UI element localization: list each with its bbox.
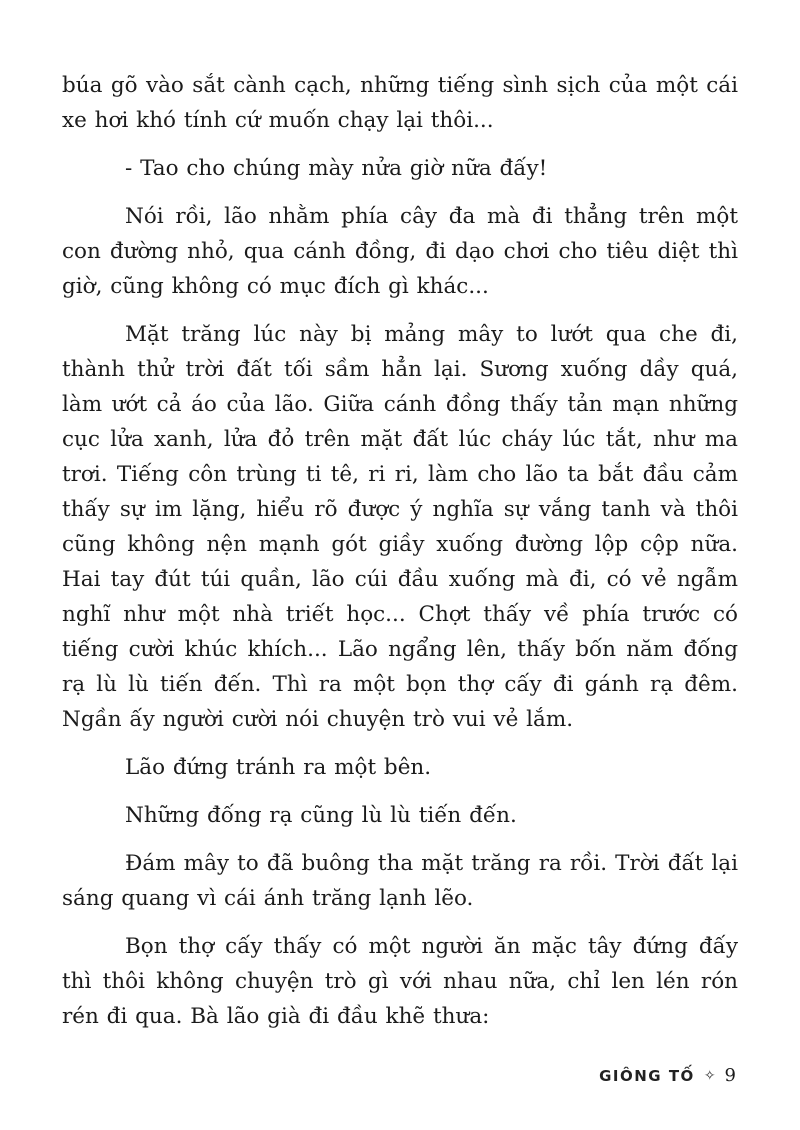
page-footer <box>599 1065 736 1086</box>
paragraph-continuation: búa gõ vào sắt cành cạch, những tiếng sình sịch của một cái xe hơi khó tính cứ muốn chạy lại thôi... <box>62 73 738 133</box>
paragraph-dialogue: - Tao cho chúng mày nửa giờ nữa đấy! <box>125 156 548 181</box>
paragraph: Những đống rạ cũng lù lù tiến đến. <box>125 803 517 828</box>
book-title: GIÔNG TỐ <box>599 1066 695 1085</box>
paragraph: Đám mây to đã buông tha mặt trăng ra rồi. Trời đất lại sáng quang vì cái ánh trăng lạnh lẽo. <box>62 851 738 911</box>
paragraph: Mặt trăng lúc này bị mảng mây to lướt qua che đi, thành thử trời đất tối sầm hẳn lại. Sương xuống dầy quá, làm ướt cả áo của lão. Giữa cánh đồng thấy tản mạn những cục lửa xanh, lửa đỏ trên mặt đất lúc cháy lúc tắt, như ma trơi. Tiếng côn trùng ti tê, ri ri, làm cho lão ta bắt đầu cảm thấy sự im lặng, hiểu rõ được ý nghĩa sự vắng tanh và thôi cũng không nện mạnh gót giầy xuống đường lộp cộp nữa. Hai tay đút túi quần, lão cúi đầu xuống mà đi, có vẻ ngẫm nghĩ như một nhà triết học... Chợt thấy về phía trước có tiếng cười khúc khích... Lão ngẩng lên, thấy bốn năm đống rạ lù lù tiến đến. Thì ra một bọn thợ cấy đi gánh rạ đêm. Ngần ấy người cười nói chuyện trò vui vẻ lắm. <box>62 322 738 732</box>
page-text-block <box>62 68 738 1047</box>
paragraph: Lão đứng tránh ra một bên. <box>125 755 432 780</box>
paragraph: Nói rồi, lão nhằm phía cây đa mà đi thẳng trên một con đường nhỏ, qua cánh đồng, đi dạo chơi cho tiêu diệt thì giờ, cũng không có mục đích gì khác... <box>62 204 738 299</box>
page-number: 9 <box>724 1065 736 1086</box>
paragraph: Bọn thợ cấy thấy có một người ăn mặc tây đứng đấy thì thôi không chuyện trò gì với nhau nữa, chỉ len lén rón rén đi qua. Bà lão già đi đầu khẽ thưa: <box>62 934 738 1029</box>
ornament-diamond-icon: ✧ <box>703 1067 716 1084</box>
